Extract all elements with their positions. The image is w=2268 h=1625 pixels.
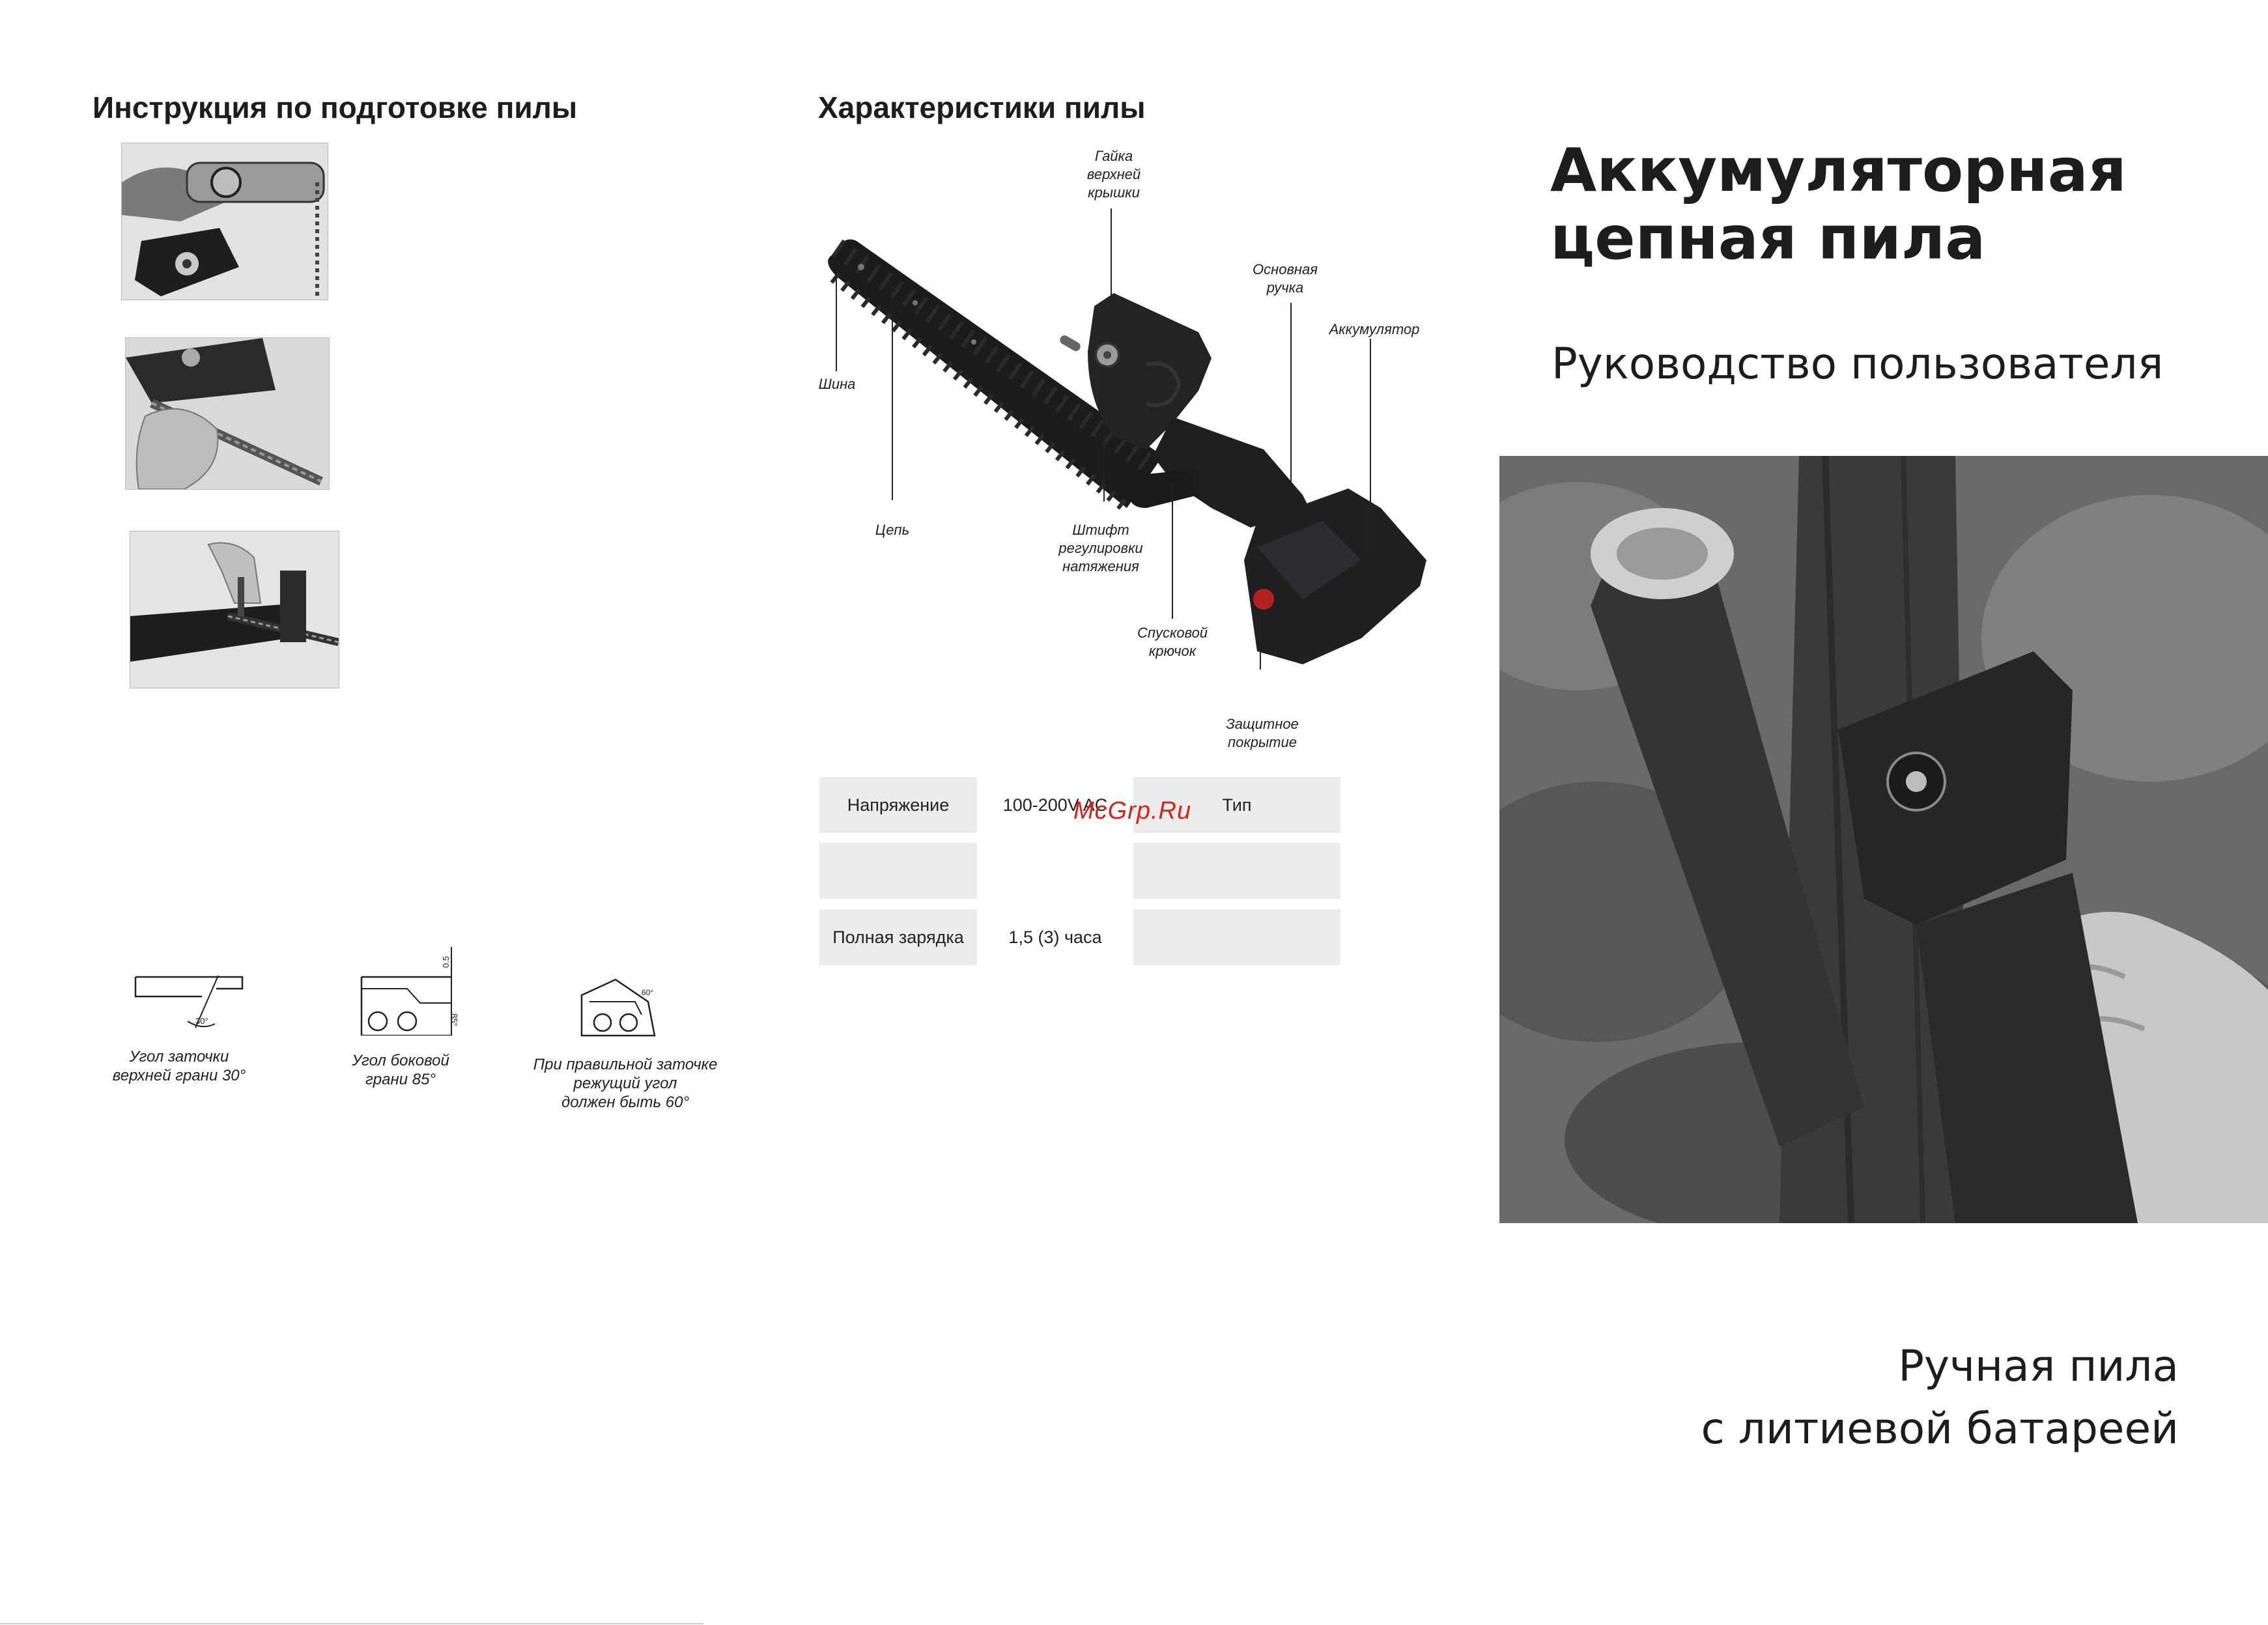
prep-photo-1 [121, 143, 328, 300]
cover-bottom-caption: Ручная пила с литиевой батареей [1701, 1341, 2179, 1454]
chainsaw-diagram [808, 143, 1433, 769]
spec-row3-right [1133, 909, 1340, 965]
cover-photo [1499, 456, 2268, 1223]
spec-charge-label: Полная зарядка [819, 909, 977, 965]
angle-30-label: 30° [195, 1016, 208, 1026]
caption-cutting-angle: При правильной заточке режущий угол должен быть 60° [533, 1056, 718, 1111]
spec-charge-value: 1,5 (3) часа [1008, 927, 1102, 947]
sharpening-diagram-30 [130, 970, 248, 1036]
spec-row2-label [819, 843, 977, 899]
prep-photo-2 [125, 337, 330, 490]
spec-voltage-value: 100-200V AC [1002, 795, 1108, 815]
spec-voltage-label: Напряжение [819, 777, 977, 833]
caption-side-angle: Угол боковой грани 85° [352, 1052, 449, 1088]
page-bottom-rule [0, 1623, 703, 1624]
caption-top-angle: Угол заточки верхней грани 30° [112, 1048, 246, 1084]
cover-title: Аккумуляторная цепная пила [1550, 135, 2127, 273]
callout-bar: Шина [818, 376, 856, 392]
callout-chain: Цепь [875, 522, 910, 538]
saw-specs-title: Характеристики пилы [818, 91, 1146, 124]
spec-type-label: Тип [1133, 777, 1340, 833]
spec-row2-right [1133, 843, 1340, 899]
callout-main-handle: Основная ручка [1252, 261, 1318, 296]
prep-instructions-title: Инструкция по подготовке пилы [92, 91, 578, 124]
sharpening-diagram-60 [576, 976, 658, 1041]
callout-top-cover-nut: Гайка верхней крышки [1086, 148, 1141, 201]
angle-85-label: 85° [449, 1013, 459, 1026]
angle-60-label: 60° [642, 988, 654, 997]
callout-tension-pin: Штифт регулировки натяжения [1058, 522, 1143, 574]
callout-trigger: Спусковой крючок [1137, 625, 1208, 659]
callout-protective-cover: Защитное покрытие [1226, 716, 1299, 750]
watermark: McGrp.Ru [1073, 797, 1192, 825]
dim-05-label: 0.5 [441, 955, 451, 968]
sharpening-diagram-85 [355, 944, 466, 1036]
cover-subtitle: Руководство пользователя [1552, 339, 2164, 389]
callout-battery: Аккумулятор [1329, 321, 1420, 337]
prep-photo-3 [130, 531, 339, 688]
